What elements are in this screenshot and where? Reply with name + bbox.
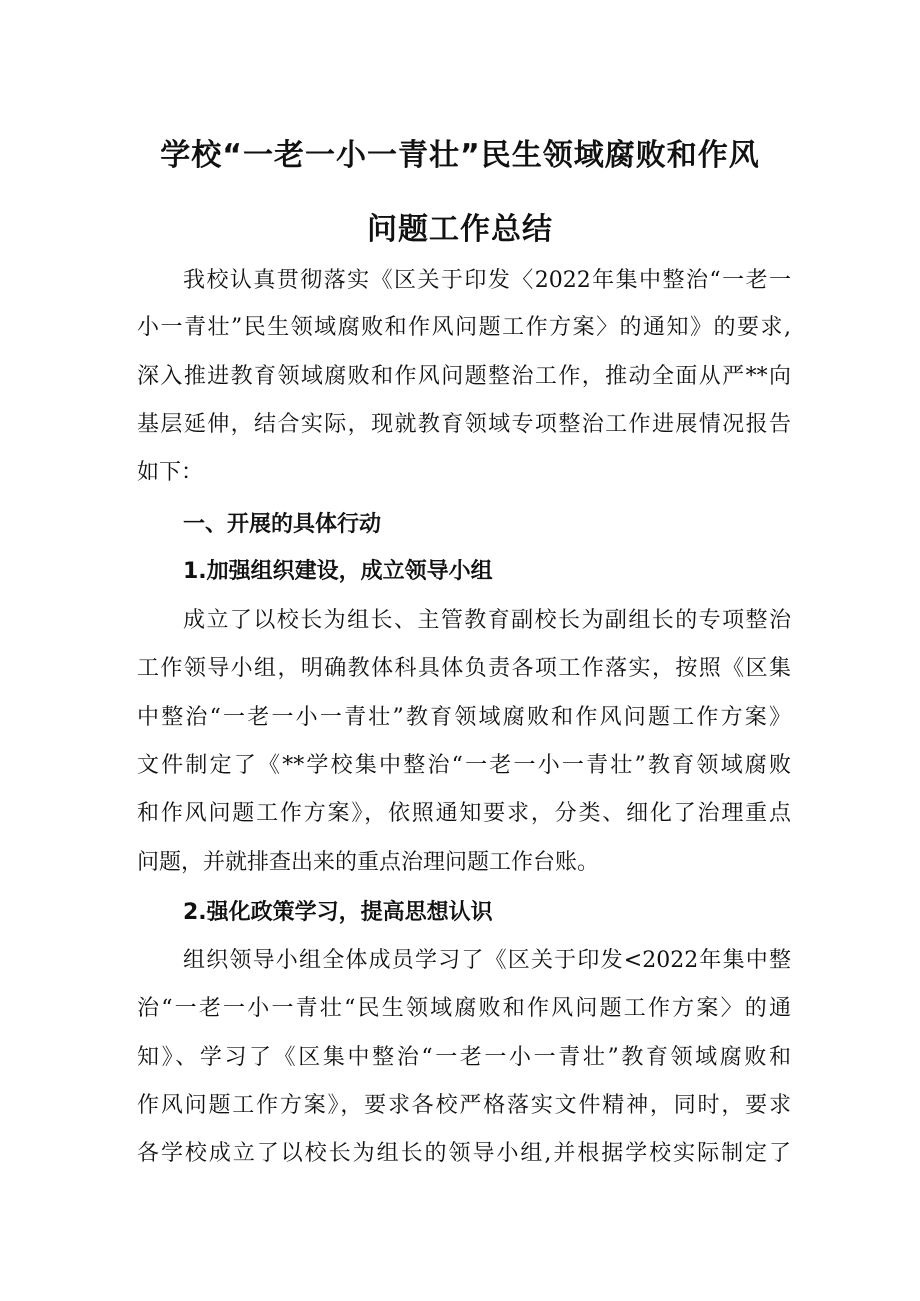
intro-line-5: 如下： bbox=[137, 460, 204, 485]
subsection-2-line-5: 各学校成立了以校长为组长的领导小组,并根据学校实际制定了 bbox=[137, 1141, 791, 1166]
subsection-1-line-2: 工作领导小组，明确教体科具体负责各项工作落实，按照《区集 bbox=[137, 656, 791, 681]
subsection-2-line-4: 作风问题工作方案》，要求各校严格落实文件精神，同时，要求 bbox=[137, 1093, 791, 1118]
intro-line-1: 我校认真贯彻落实《区关于印发〈2022年集中整治“一老一 bbox=[183, 268, 791, 293]
subsection-1-line-4: 文件制定了《**学校集中整治“一老一小一青壮”教育领域腐败 bbox=[137, 753, 791, 778]
subsection-2-line-2: 治“一老一小一青壮“民生领域腐败和作风问题工作方案〉的通 bbox=[137, 996, 791, 1021]
document-title-line-1: 学校“一老一小一青壮”民生领域腐败和作风 bbox=[160, 138, 760, 173]
subsection-1-line-3: 中整治“一老一小一青壮”教育领域腐败和作风问题工作方案》 bbox=[137, 705, 791, 730]
subsection-1-heading: 1.加强组织建设，成立领导小组 bbox=[183, 559, 493, 584]
intro-line-4: 基层延伸，结合实际，现就教育领域专项整治工作进展情况报告 bbox=[137, 412, 791, 437]
subsection-1-line-1: 成立了以校长为组长、主管教育副校长为副组长的专项整治 bbox=[183, 608, 791, 633]
subsection-2-line-1: 组织领导小组全体成员学习了《区关于印发<2022年集中整 bbox=[183, 948, 791, 973]
intro-line-2: 小一青壮”民生领域腐败和作风问题工作方案〉的通知》的要求, bbox=[137, 315, 791, 340]
subsection-2-heading: 2.强化政策学习，提高思想认识 bbox=[183, 900, 493, 925]
section-1-heading: 一、开展的具体行动 bbox=[183, 512, 382, 537]
intro-line-3: 深入推进教育领域腐败和作风问题整治工作，推动全面从严**向 bbox=[137, 364, 791, 389]
subsection-1-line-5: 和作风问题工作方案》，依照通知要求，分类、细化了治理重点 bbox=[137, 801, 791, 826]
subsection-2-line-3: 知》、学习了《区集中整治“一老一小一青壮”教育领域腐败和 bbox=[137, 1045, 791, 1070]
document-title-line-2: 问题工作总结 bbox=[367, 212, 553, 247]
subsection-1-line-6: 问题，并就排查出来的重点治理问题工作台账。 bbox=[137, 850, 600, 875]
